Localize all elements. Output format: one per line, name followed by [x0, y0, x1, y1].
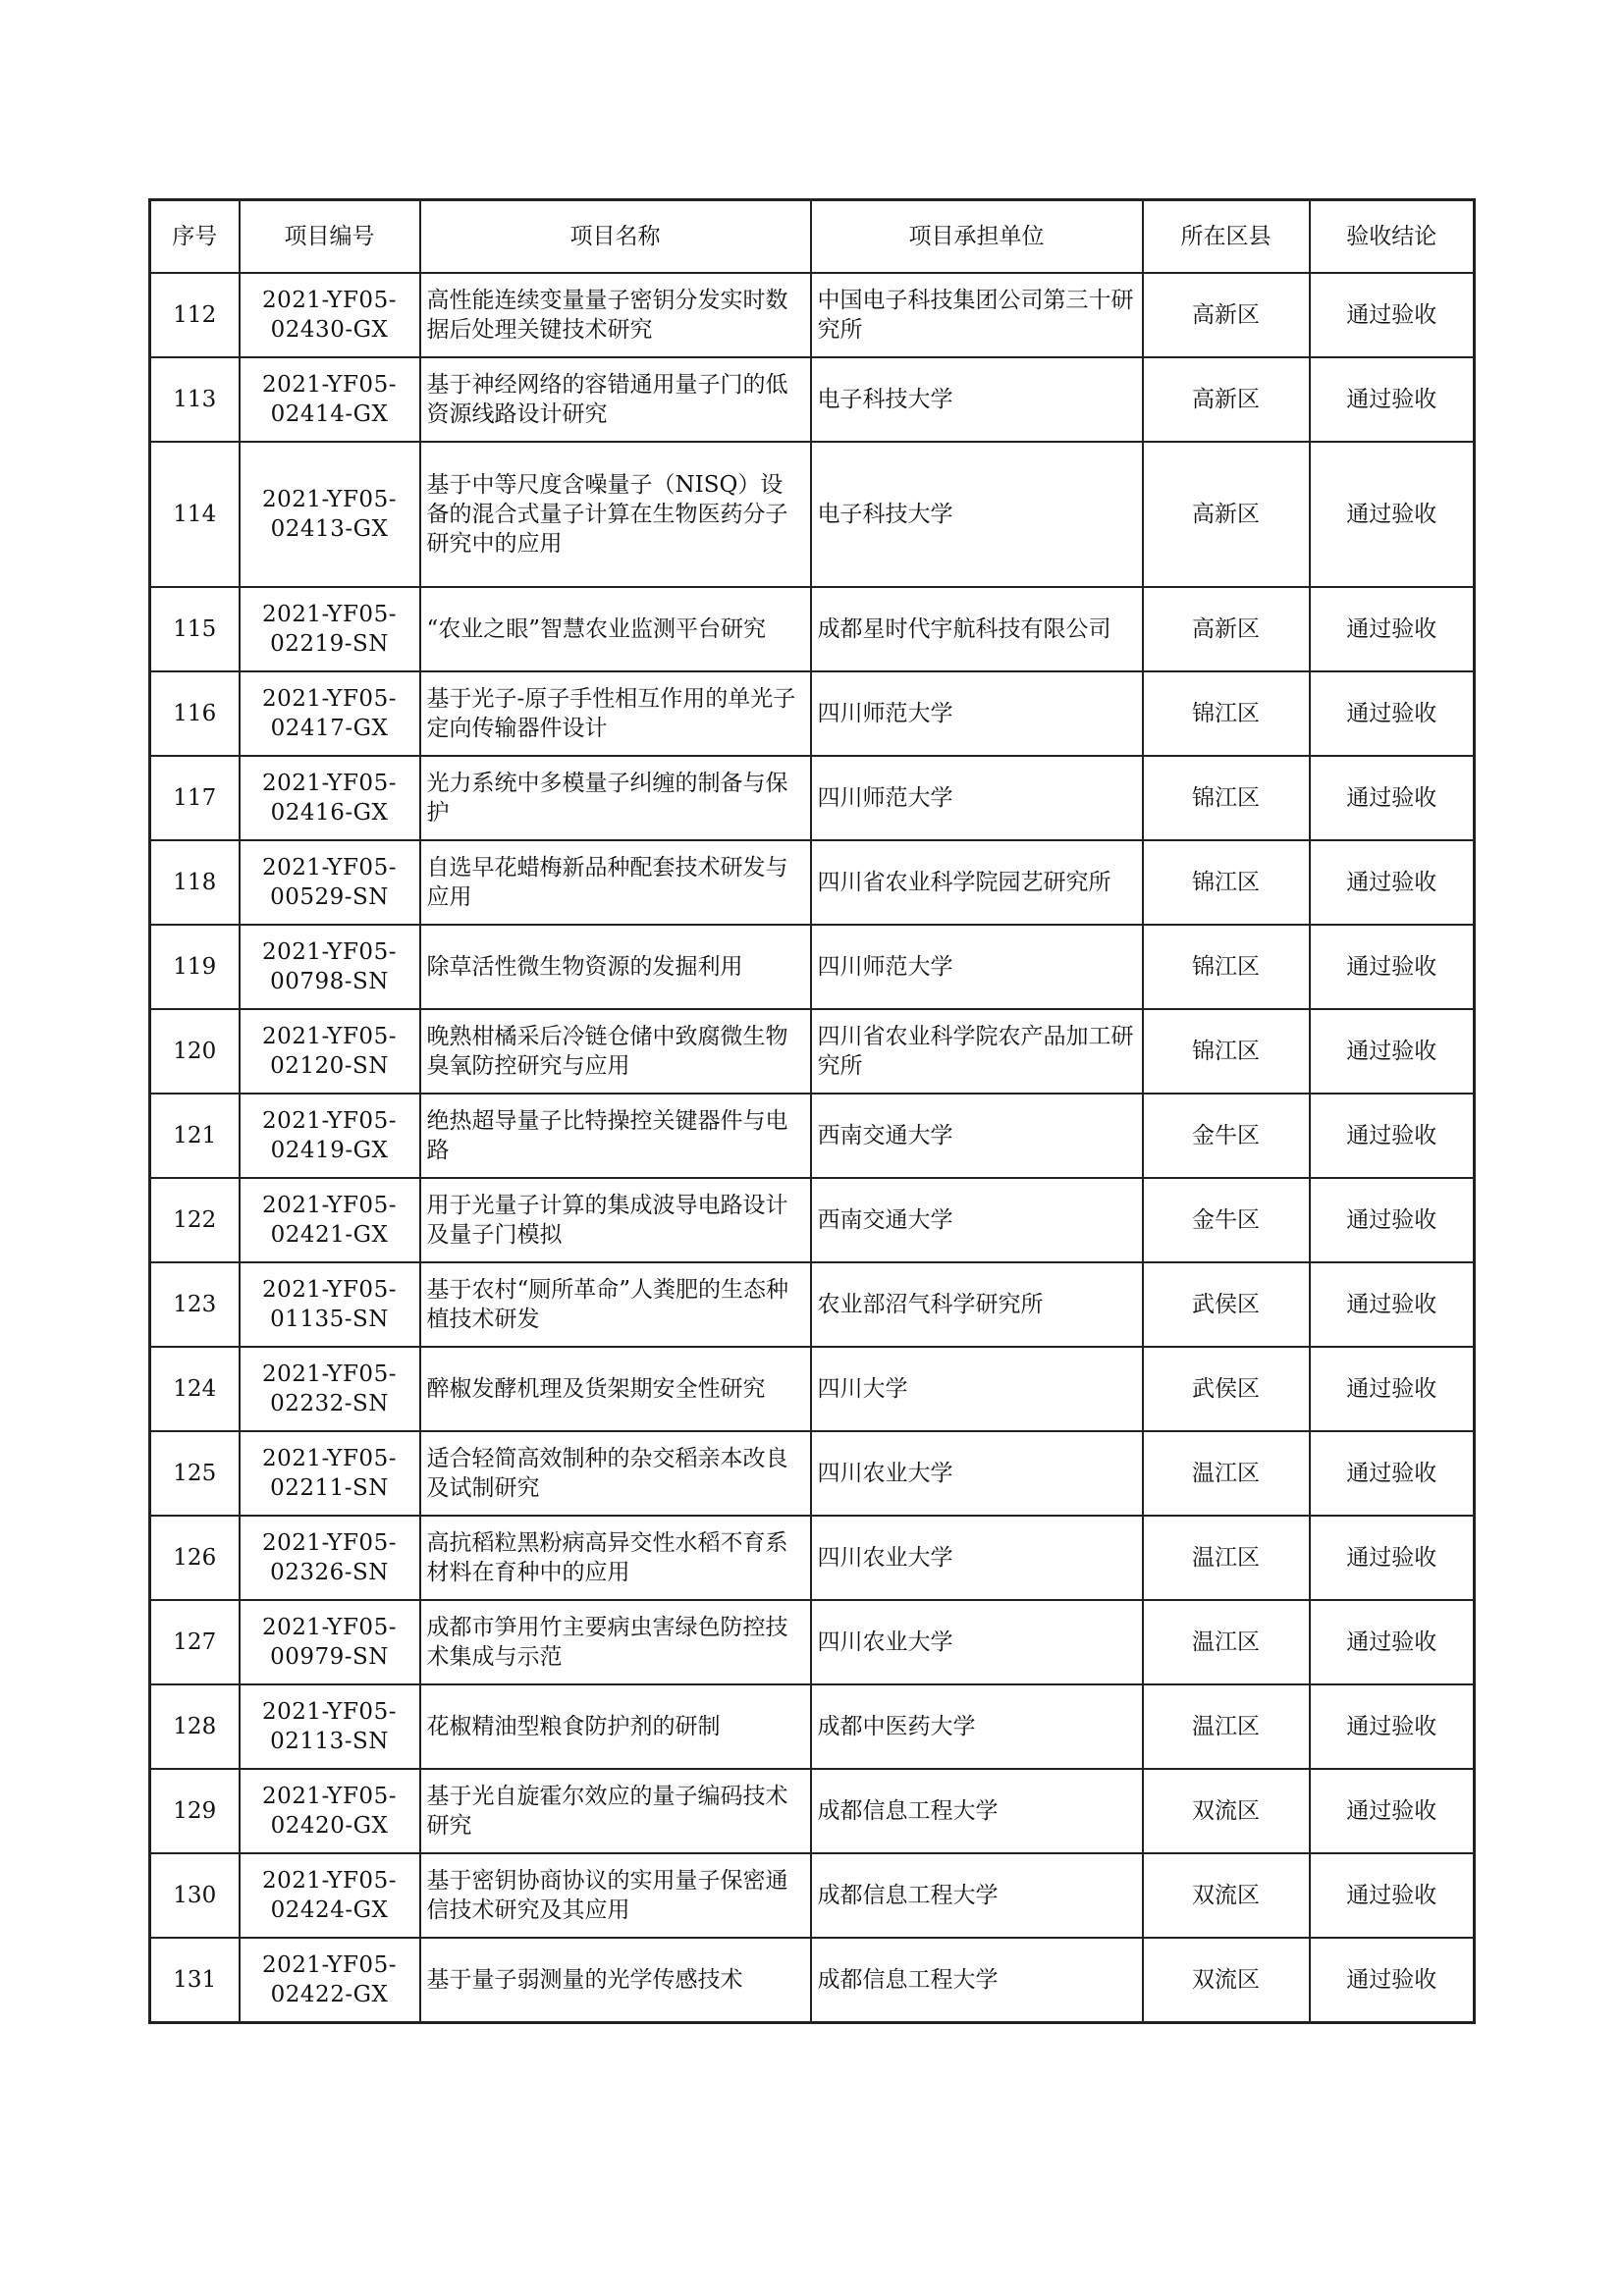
cell-project-code: 2021-YF05-02430-GX — [240, 273, 420, 357]
cell-serial: 115 — [150, 587, 240, 671]
table-row — [150, 1431, 1475, 1516]
cell-project-name: 基于农村“厕所革命”人粪肥的生态种植技术研发 — [420, 1262, 811, 1347]
cell-undertaking-unit: 成都信息工程大学 — [811, 1769, 1143, 1853]
cell-acceptance-result: 通过验收 — [1310, 1347, 1475, 1431]
cell-acceptance-result: 通过验收 — [1310, 1769, 1475, 1853]
cell-acceptance-result: 通过验收 — [1310, 1516, 1475, 1600]
cell-project-code: 2021-YF05-00979-SN — [240, 1600, 420, 1684]
cell-undertaking-unit: 四川师范大学 — [811, 756, 1143, 840]
cell-project-code: 2021-YF05-00529-SN — [240, 840, 420, 925]
cell-serial: 119 — [150, 925, 240, 1009]
cell-project-code: 2021-YF05-02232-SN — [240, 1347, 420, 1431]
cell-project-code: 2021-YF05-01135-SN — [240, 1262, 420, 1347]
cell-project-code: 2021-YF05-02421-GX — [240, 1178, 420, 1262]
cell-acceptance-result: 通过验收 — [1310, 1853, 1475, 1938]
cell-project-code: 2021-YF05-00798-SN — [240, 925, 420, 1009]
cell-district: 金牛区 — [1143, 1178, 1310, 1262]
cell-project-name: 基于神经网络的容错通用量子门的低资源线路设计研究 — [420, 357, 811, 442]
cell-acceptance-result: 通过验收 — [1310, 1684, 1475, 1769]
cell-project-code: 2021-YF05-02416-GX — [240, 756, 420, 840]
cell-project-code: 2021-YF05-02326-SN — [240, 1516, 420, 1600]
cell-undertaking-unit: 成都中医药大学 — [811, 1684, 1143, 1769]
cell-district: 锦江区 — [1143, 840, 1310, 925]
cell-project-name: 绝热超导量子比特操控关键器件与电路 — [420, 1094, 811, 1178]
cell-serial: 122 — [150, 1178, 240, 1262]
cell-undertaking-unit: 四川大学 — [811, 1347, 1143, 1431]
cell-project-name: 晚熟柑橘采后冷链仓储中致腐微生物臭氧防控研究与应用 — [420, 1009, 811, 1094]
cell-project-code: 2021-YF05-02419-GX — [240, 1094, 420, 1178]
cell-project-code: 2021-YF05-02211-SN — [240, 1431, 420, 1516]
cell-project-code: 2021-YF05-02413-GX — [240, 442, 420, 587]
table-row — [150, 1769, 1475, 1853]
table-row — [150, 1516, 1475, 1600]
header-project-name: 项目名称 — [420, 200, 811, 274]
cell-serial: 126 — [150, 1516, 240, 1600]
cell-undertaking-unit: 四川农业大学 — [811, 1516, 1143, 1600]
cell-acceptance-result: 通过验收 — [1310, 587, 1475, 671]
table-row — [150, 1684, 1475, 1769]
cell-serial: 127 — [150, 1600, 240, 1684]
acceptance-results-table — [148, 198, 1476, 2024]
cell-undertaking-unit: 中国电子科技集团公司第三十研究所 — [811, 273, 1143, 357]
cell-undertaking-unit: 西南交通大学 — [811, 1178, 1143, 1262]
cell-serial: 130 — [150, 1853, 240, 1938]
cell-undertaking-unit: 成都星时代宇航科技有限公司 — [811, 587, 1143, 671]
cell-acceptance-result: 通过验收 — [1310, 840, 1475, 925]
cell-project-name: 高抗稻粒黑粉病高异交性水稻不育系材料在育种中的应用 — [420, 1516, 811, 1600]
table-row — [150, 1009, 1475, 1094]
cell-project-name: 醉椒发酵机理及货架期安全性研究 — [420, 1347, 811, 1431]
table-row — [150, 1347, 1475, 1431]
cell-district: 双流区 — [1143, 1769, 1310, 1853]
cell-serial: 112 — [150, 273, 240, 357]
cell-district: 温江区 — [1143, 1516, 1310, 1600]
cell-acceptance-result: 通过验收 — [1310, 756, 1475, 840]
table-row — [150, 925, 1475, 1009]
cell-district: 高新区 — [1143, 587, 1310, 671]
header-acceptance-result: 验收结论 — [1310, 200, 1475, 274]
cell-undertaking-unit: 西南交通大学 — [811, 1094, 1143, 1178]
cell-project-name: 适合轻简高效制种的杂交稻亲本改良及试制研究 — [420, 1431, 811, 1516]
cell-project-code: 2021-YF05-02417-GX — [240, 671, 420, 756]
cell-district: 武侯区 — [1143, 1347, 1310, 1431]
cell-project-name: 用于光量子计算的集成波导电路设计及量子门模拟 — [420, 1178, 811, 1262]
cell-project-name: 基于光自旋霍尔效应的量子编码技术研究 — [420, 1769, 811, 1853]
cell-acceptance-result: 通过验收 — [1310, 925, 1475, 1009]
cell-project-name: 光力系统中多模量子纠缠的制备与保护 — [420, 756, 811, 840]
cell-district: 金牛区 — [1143, 1094, 1310, 1178]
cell-undertaking-unit: 四川农业大学 — [811, 1431, 1143, 1516]
table-row — [150, 1600, 1475, 1684]
cell-project-name: 基于光子-原子手性相互作用的单光子定向传输器件设计 — [420, 671, 811, 756]
cell-project-name: 除草活性微生物资源的发掘利用 — [420, 925, 811, 1009]
table-row — [150, 357, 1475, 442]
cell-serial: 131 — [150, 1938, 240, 2023]
cell-district: 锦江区 — [1143, 671, 1310, 756]
cell-project-code: 2021-YF05-02120-SN — [240, 1009, 420, 1094]
cell-serial: 123 — [150, 1262, 240, 1347]
cell-acceptance-result: 通过验收 — [1310, 1262, 1475, 1347]
cell-acceptance-result: 通过验收 — [1310, 1009, 1475, 1094]
cell-acceptance-result: 通过验收 — [1310, 357, 1475, 442]
cell-acceptance-result: 通过验收 — [1310, 442, 1475, 587]
cell-serial: 114 — [150, 442, 240, 587]
table-row — [150, 671, 1475, 756]
cell-undertaking-unit: 四川师范大学 — [811, 671, 1143, 756]
cell-district: 高新区 — [1143, 273, 1310, 357]
table-row — [150, 1262, 1475, 1347]
cell-acceptance-result: 通过验收 — [1310, 1094, 1475, 1178]
cell-district: 锦江区 — [1143, 756, 1310, 840]
header-project-code: 项目编号 — [240, 200, 420, 274]
cell-project-name: 成都市笋用竹主要病虫害绿色防控技术集成与示范 — [420, 1600, 811, 1684]
table-row — [150, 587, 1475, 671]
cell-district: 温江区 — [1143, 1684, 1310, 1769]
cell-serial: 125 — [150, 1431, 240, 1516]
table-row — [150, 1938, 1475, 2023]
header-serial: 序号 — [150, 200, 240, 274]
cell-district: 温江区 — [1143, 1431, 1310, 1516]
cell-project-name: 基于量子弱测量的光学传感技术 — [420, 1938, 811, 2023]
cell-district: 高新区 — [1143, 357, 1310, 442]
cell-undertaking-unit: 四川省农业科学院园艺研究所 — [811, 840, 1143, 925]
cell-district: 武侯区 — [1143, 1262, 1310, 1347]
cell-serial: 120 — [150, 1009, 240, 1094]
cell-district: 双流区 — [1143, 1853, 1310, 1938]
cell-project-name: 花椒精油型粮食防护剂的研制 — [420, 1684, 811, 1769]
cell-project-code: 2021-YF05-02113-SN — [240, 1684, 420, 1769]
cell-serial: 124 — [150, 1347, 240, 1431]
table-row — [150, 442, 1475, 587]
cell-district: 锦江区 — [1143, 1009, 1310, 1094]
table-row — [150, 273, 1475, 357]
cell-project-name: “农业之眼”智慧农业监测平台研究 — [420, 587, 811, 671]
cell-district: 温江区 — [1143, 1600, 1310, 1684]
cell-district: 双流区 — [1143, 1938, 1310, 2023]
cell-district: 高新区 — [1143, 442, 1310, 587]
cell-undertaking-unit: 四川师范大学 — [811, 925, 1143, 1009]
cell-project-name: 高性能连续变量量子密钥分发实时数据后处理关键技术研究 — [420, 273, 811, 357]
header-row — [150, 200, 1475, 274]
cell-serial: 129 — [150, 1769, 240, 1853]
cell-project-code: 2021-YF05-02219-SN — [240, 587, 420, 671]
cell-project-code: 2021-YF05-02420-GX — [240, 1769, 420, 1853]
cell-project-code: 2021-YF05-02424-GX — [240, 1853, 420, 1938]
cell-undertaking-unit: 成都信息工程大学 — [811, 1853, 1143, 1938]
cell-acceptance-result: 通过验收 — [1310, 1178, 1475, 1262]
cell-acceptance-result: 通过验收 — [1310, 1431, 1475, 1516]
header-undertaking-unit: 项目承担单位 — [811, 200, 1143, 274]
cell-undertaking-unit: 成都信息工程大学 — [811, 1938, 1143, 2023]
cell-serial: 113 — [150, 357, 240, 442]
cell-serial: 117 — [150, 756, 240, 840]
cell-serial: 118 — [150, 840, 240, 925]
cell-acceptance-result: 通过验收 — [1310, 671, 1475, 756]
table-row — [150, 840, 1475, 925]
cell-acceptance-result: 通过验收 — [1310, 1938, 1475, 2023]
cell-undertaking-unit: 四川省农业科学院农产品加工研究所 — [811, 1009, 1143, 1094]
cell-serial: 121 — [150, 1094, 240, 1178]
cell-serial: 128 — [150, 1684, 240, 1769]
cell-project-name: 自选早花蜡梅新品种配套技术研发与应用 — [420, 840, 811, 925]
cell-acceptance-result: 通过验收 — [1310, 273, 1475, 357]
cell-serial: 116 — [150, 671, 240, 756]
cell-project-code: 2021-YF05-02422-GX — [240, 1938, 420, 2023]
cell-undertaking-unit: 四川农业大学 — [811, 1600, 1143, 1684]
cell-project-name: 基于密钥协商协议的实用量子保密通信技术研究及其应用 — [420, 1853, 811, 1938]
cell-undertaking-unit: 电子科技大学 — [811, 357, 1143, 442]
table-row — [150, 1853, 1475, 1938]
table-row — [150, 756, 1475, 840]
cell-undertaking-unit: 电子科技大学 — [811, 442, 1143, 587]
table-row — [150, 1178, 1475, 1262]
cell-project-code: 2021-YF05-02414-GX — [240, 357, 420, 442]
table-row — [150, 1094, 1475, 1178]
cell-district: 锦江区 — [1143, 925, 1310, 1009]
header-district: 所在区县 — [1143, 200, 1310, 274]
cell-project-name: 基于中等尺度含噪量子（NISQ）设备的混合式量子计算在生物医药分子研究中的应用 — [420, 442, 811, 587]
cell-acceptance-result: 通过验收 — [1310, 1600, 1475, 1684]
cell-undertaking-unit: 农业部沼气科学研究所 — [811, 1262, 1143, 1347]
